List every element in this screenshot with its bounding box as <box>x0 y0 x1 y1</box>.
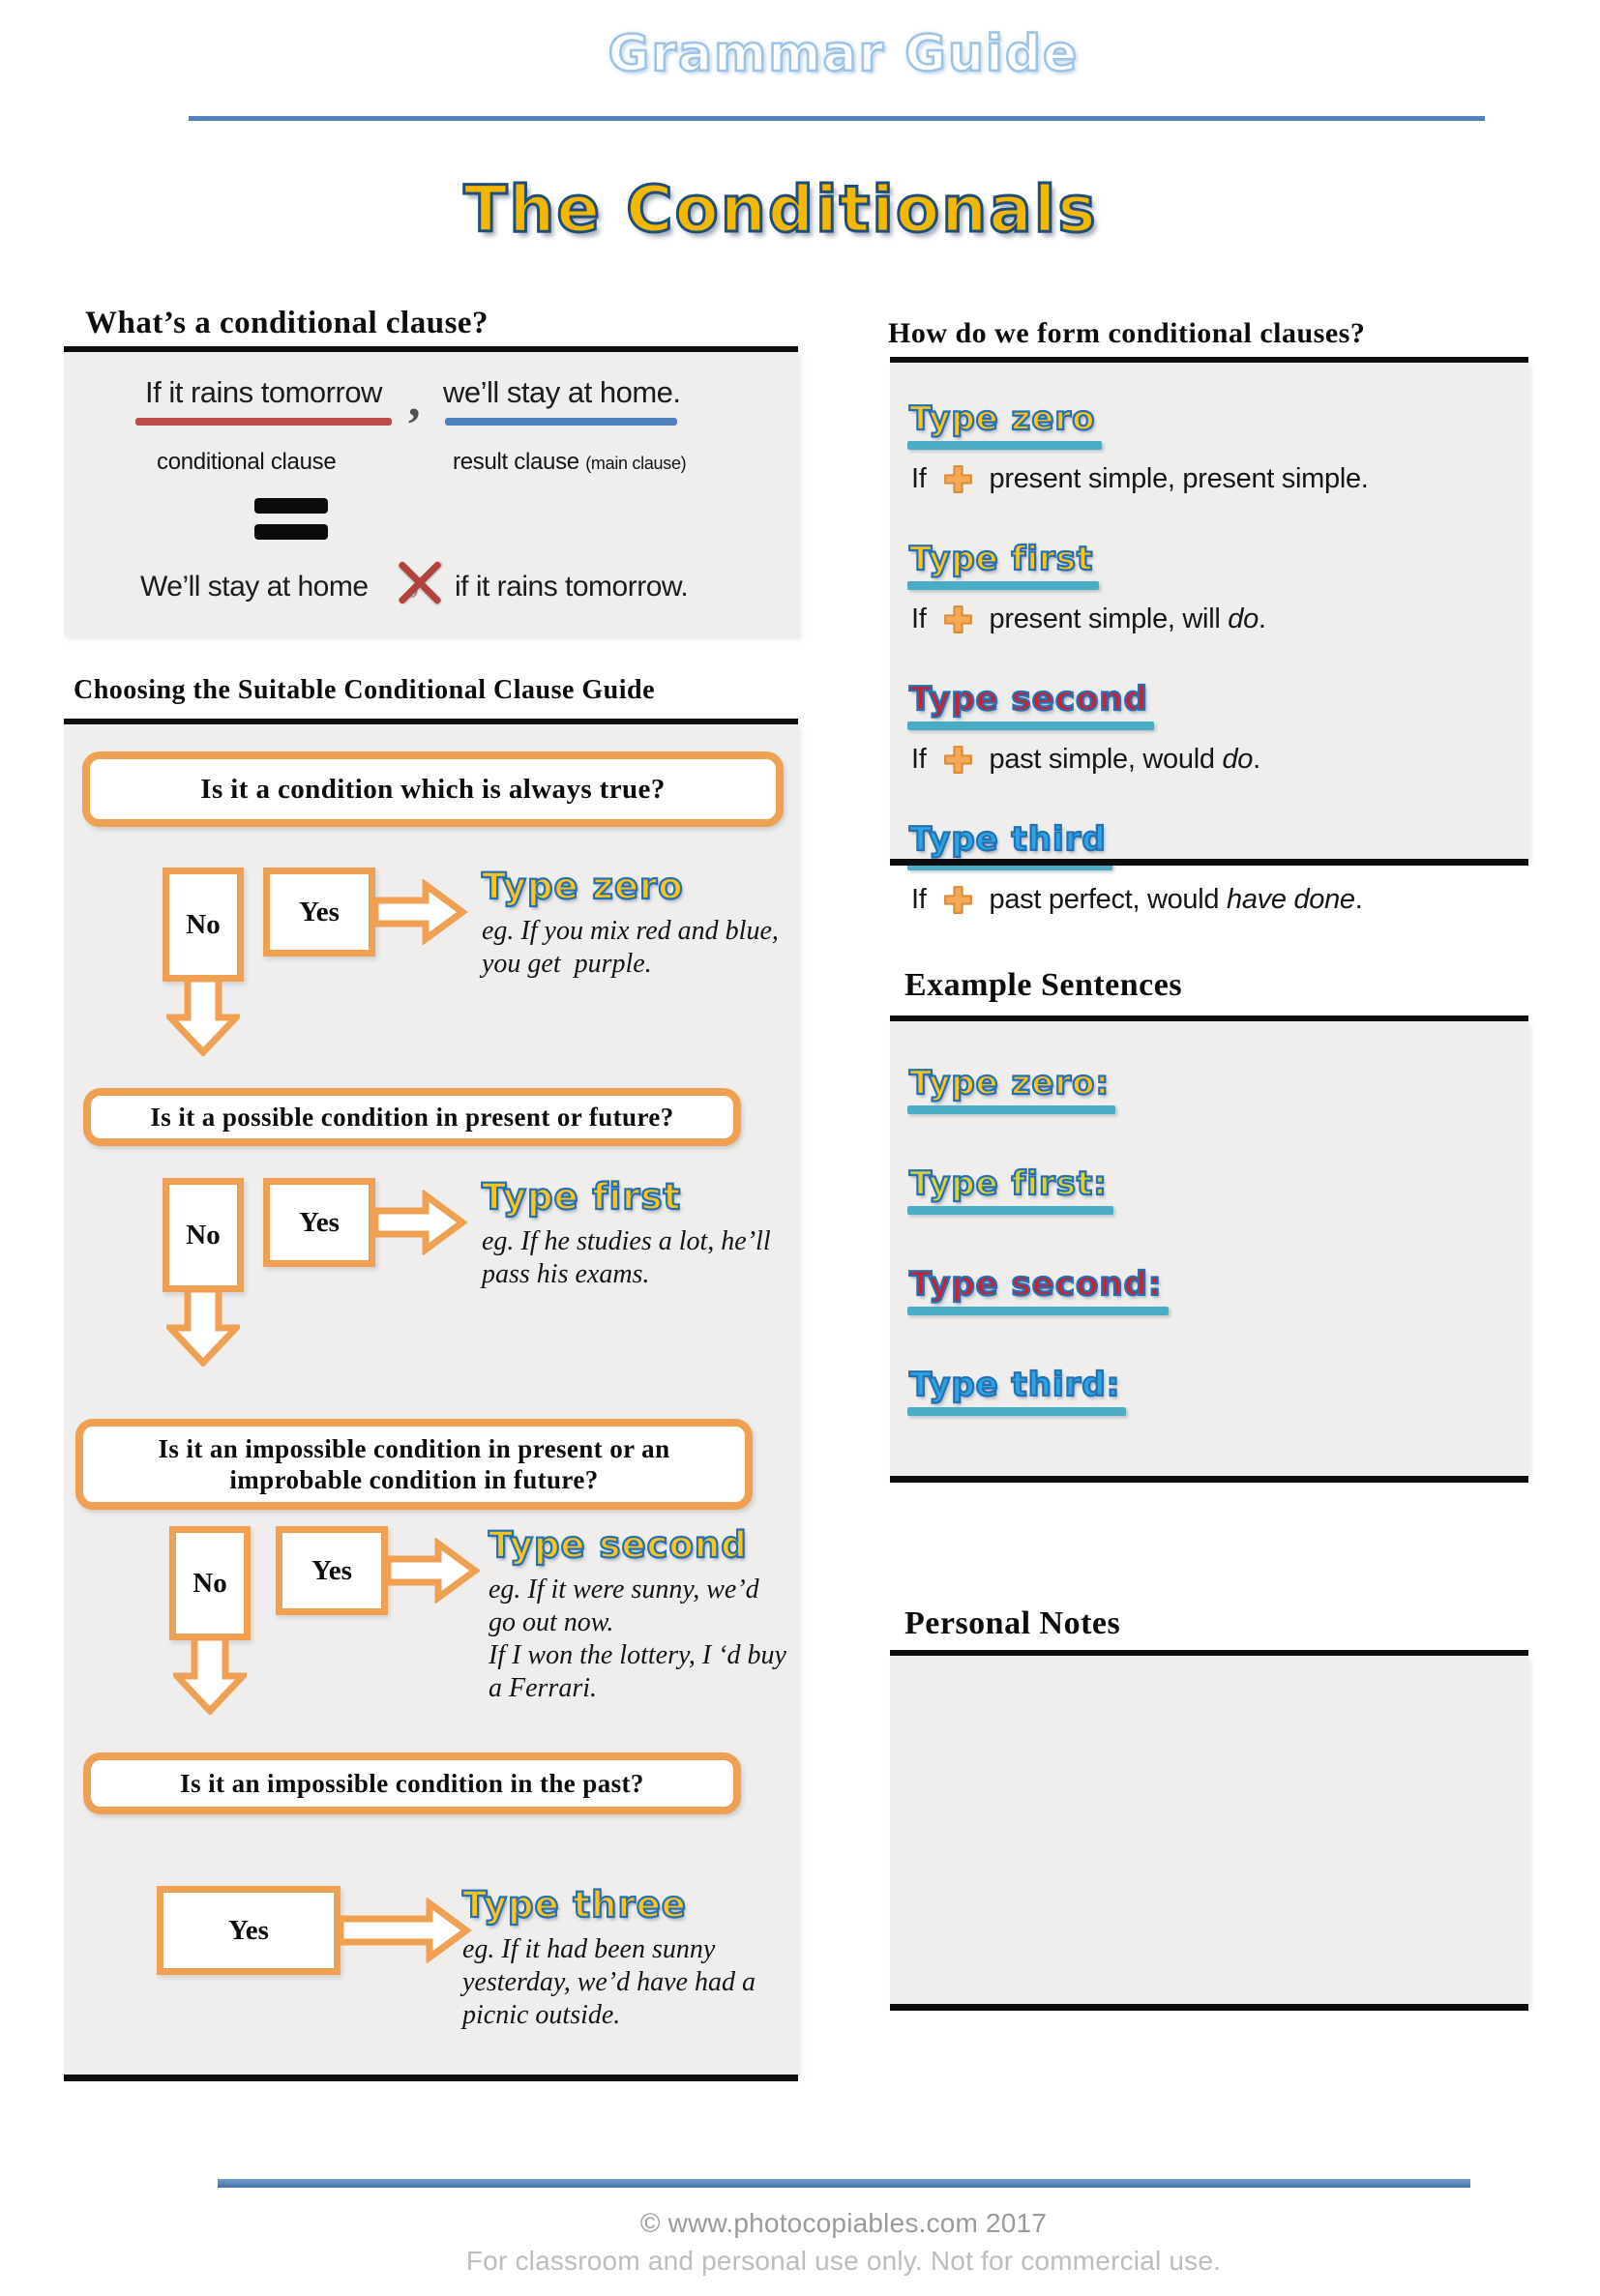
brand-title: Grammar Guide <box>607 25 1080 83</box>
if-word: If <box>911 603 927 634</box>
type-third-wordart: Type third <box>909 820 1107 859</box>
formula-text <box>990 603 1266 635</box>
teal-underline <box>907 581 1099 590</box>
formula-pre: present simple, present simple. <box>989 463 1369 494</box>
eg-line: yesterday, we’d have had a <box>462 1967 756 1997</box>
flow-yes-box-2 <box>263 1178 375 1267</box>
flow-panel-bottom-rule <box>64 2075 798 2081</box>
flow-arrow-down-icon <box>166 975 240 1056</box>
type-second-wordart: Type second <box>909 680 1148 719</box>
flow-question-1: Is it a condition which is always true? <box>82 751 784 827</box>
flow-no-box-1 <box>163 868 244 982</box>
footer-copyright: © www.photocopiables.com 2017 <box>639 2208 1048 2238</box>
formula-type-zero <box>911 463 1528 495</box>
yes-label: Yes <box>228 1914 269 1946</box>
flow-arrow-right-long-icon <box>337 1898 472 1963</box>
no-label: No <box>186 1219 221 1251</box>
notes-panel-bottom-rule <box>890 2004 1528 2011</box>
footer-usage-note: For classroom and personal use only. Not for commercial use. <box>465 2246 1222 2276</box>
type-first-wordart: Type first: <box>909 1164 1108 1203</box>
result-underline <box>445 418 677 426</box>
formula-post: . <box>1258 603 1266 634</box>
formula-type-second <box>911 744 1528 776</box>
conditional-clause-text: If it rains tomorrow <box>145 375 382 409</box>
example-type-first <box>909 1164 1108 1215</box>
form-panel-bottom-rule <box>890 859 1528 866</box>
formula-type-third <box>911 884 1528 916</box>
flow-arrow-right-icon <box>371 1190 468 1255</box>
type-three-wordart: Type three <box>462 1884 687 1926</box>
eg-line: eg. If you mix red and blue, <box>482 916 779 946</box>
flow-no-box-2 <box>163 1178 244 1292</box>
eg-line: you get purple. <box>482 949 652 979</box>
intro-heading: What’s a conditional clause? <box>85 306 489 340</box>
eg-line: picnic outside. <box>462 2000 621 2030</box>
formula-text <box>990 744 1260 776</box>
eg-line: pass his exams. <box>482 1259 650 1289</box>
teal-underline <box>907 1105 1115 1114</box>
flow-result-type-first <box>482 1176 771 1291</box>
eg-line: If I won the lottery, I ‘d buy <box>489 1640 786 1670</box>
yes-label: Yes <box>299 896 340 927</box>
flow-question-4: Is it an impossible condition in the past? <box>83 1752 741 1814</box>
crossed-comma-icon <box>395 550 445 614</box>
main-clause-paren: (main clause) <box>585 454 687 473</box>
formula-pre: past simple, would <box>989 744 1223 775</box>
flow-question-3: Is it an impossible condition in present or an improbable condition in future? <box>75 1419 753 1510</box>
formula-text <box>990 884 1363 916</box>
comma-glyph: , <box>408 372 421 427</box>
type-zero-wordart: Type zero: <box>909 1064 1111 1103</box>
eg-line: eg. If it had been sunny <box>462 1934 716 1964</box>
flow-yes-box-3 <box>276 1526 388 1615</box>
conditional-underline <box>135 418 392 426</box>
example-type-zero <box>909 1064 1110 1114</box>
eg-line: go out now. <box>489 1607 614 1637</box>
type-first-wordart: Type first <box>482 1176 682 1218</box>
plus-icon <box>942 744 974 776</box>
flow-arrow-down-icon <box>173 1634 247 1715</box>
flow-result-type-second <box>489 1524 786 1705</box>
flow-yes-box-4 <box>157 1886 341 1975</box>
plus-icon <box>942 463 974 495</box>
plus-icon <box>942 603 974 635</box>
examples-heading: Example Sentences <box>904 967 1183 1003</box>
plus-icon <box>942 884 974 916</box>
yes-label: Yes <box>299 1206 340 1238</box>
type-second-wordart: Type second: <box>909 1265 1163 1304</box>
flow-question-2: Is it a possible condition in present or future? <box>83 1088 741 1146</box>
no-label: No <box>186 908 221 940</box>
flow-no-box-3 <box>169 1526 251 1640</box>
notes-heading: Personal Notes <box>904 1605 1121 1641</box>
form-type-zero <box>909 399 1096 450</box>
formula-pre: past perfect, would <box>989 884 1227 915</box>
intro-panel <box>64 352 798 636</box>
formula-italic: do <box>1228 603 1259 634</box>
formula-italic: do <box>1222 744 1254 775</box>
type-zero-wordart: Type zero <box>482 866 684 907</box>
example-type-third <box>909 1366 1120 1416</box>
eg-line: eg. If he studies a lot, he’ll <box>482 1226 771 1256</box>
header-divider <box>189 116 1485 121</box>
type-third-wordart: Type third: <box>909 1366 1121 1404</box>
form-panel <box>890 363 1528 915</box>
notes-panel <box>890 1656 1528 2004</box>
flow-arrow-down-icon <box>166 1285 240 1367</box>
teal-underline <box>907 1407 1126 1416</box>
if-word: If <box>911 463 927 494</box>
yes-label: Yes <box>311 1554 352 1586</box>
flow-yes-box-1 <box>263 868 375 957</box>
page-title: The Conditionals <box>463 172 1098 247</box>
formula-italic: have done <box>1227 884 1355 915</box>
teal-underline <box>907 1307 1169 1315</box>
swapped-first-text: We’ll stay at home <box>140 571 369 603</box>
examples-panel-bottom-rule <box>890 1476 1528 1483</box>
if-word: If <box>911 744 927 775</box>
equals-bar-top <box>254 498 328 514</box>
no-label: No <box>193 1567 227 1599</box>
flow-arrow-right-icon <box>371 879 468 945</box>
example-type-second <box>909 1265 1163 1315</box>
flowchart-panel <box>64 724 798 2075</box>
type-zero-wordart: Type zero <box>909 399 1096 438</box>
conditional-clause-label: conditional clause <box>157 449 337 475</box>
formula-post: . <box>1354 884 1363 915</box>
form-type-second <box>909 680 1148 730</box>
flow-result-type-zero <box>482 866 779 981</box>
result-clause-label <box>453 449 686 476</box>
form-type-first <box>909 540 1093 590</box>
teal-underline <box>907 441 1102 450</box>
examples-panel <box>890 1021 1528 1476</box>
result-clause-text: we’ll stay at home. <box>443 375 681 409</box>
type-first-wordart: Type first <box>909 540 1094 578</box>
type-second-wordart: Type second <box>489 1524 748 1566</box>
flow-arrow-right-icon <box>384 1538 481 1604</box>
teal-underline <box>907 1206 1113 1215</box>
if-word: If <box>911 884 927 915</box>
teal-underline <box>907 721 1154 730</box>
swapped-second-text: if it rains tomorrow. <box>455 571 689 603</box>
formula-text <box>990 463 1369 495</box>
flow-result-type-three <box>462 1884 756 2032</box>
eg-line: eg. If it were sunny, we’d <box>489 1575 759 1604</box>
eg-line: a Ferrari. <box>489 1673 597 1703</box>
formula-type-first <box>911 603 1528 635</box>
equals-bar-bottom <box>254 524 328 540</box>
formula-pre: present simple, will <box>989 603 1229 634</box>
flow-heading: Choosing the Suitable Conditional Clause Guide <box>74 675 656 705</box>
result-clause-label-text: result clause <box>453 449 579 475</box>
footer-divider <box>218 2179 1470 2188</box>
formula-post: . <box>1253 744 1260 775</box>
form-heading: How do we form conditional clauses? <box>888 317 1366 349</box>
